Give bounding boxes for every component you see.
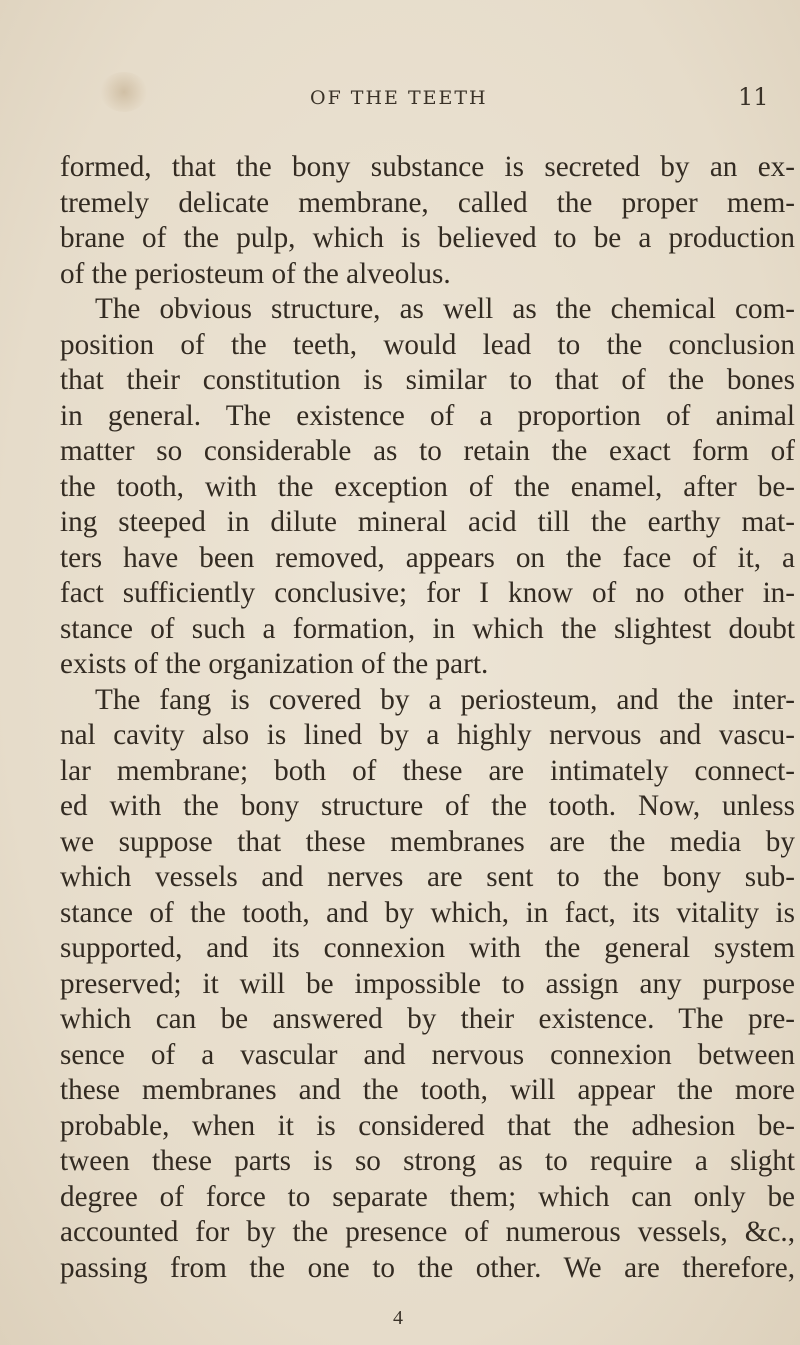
page-number: 11 — [738, 83, 769, 111]
text-line: stance of such a formation, in which the slightest doubt — [60, 612, 795, 645]
signature-mark — [0, 1307, 800, 1330]
text-line: these membranes and the tooth, will appear the more — [60, 1074, 795, 1106]
text-line: tween these parts is so strong as to require a slight — [60, 1145, 795, 1177]
text-line: fact sufficiently conclusive; for I know of no other in- — [60, 577, 795, 609]
text-line: which vessels and nerves are sent to the bony sub- — [60, 861, 795, 893]
running-title: OF THE TEETH — [310, 87, 488, 109]
running-header — [0, 83, 800, 117]
text-line: which can be answered by their existence. The pre- — [60, 1003, 795, 1035]
text-line: stance of the tooth, and by which, in fact, its vitality is — [60, 896, 795, 929]
text-line: formed, that the bony substance is secreted by an ex- — [60, 151, 795, 183]
text-line: probable, when it is considered that the adhesion be- — [60, 1109, 795, 1142]
paragraph-start-line: The obvious structure, as well as the chemical com- — [95, 293, 795, 325]
text-line: position of the teeth, would lead to the conclusion — [60, 328, 795, 361]
text-line: matter so considerable as to retain the exact form of — [60, 435, 795, 467]
text-line: brane of the pulp, which is believed to be a production — [60, 222, 795, 254]
text-line: sence of a vascular and nervous connexion between — [60, 1038, 795, 1071]
text-line: nal cavity also is lined by a highly nervous and vascu- — [60, 719, 795, 751]
text-line: in general. The existence of a proportion of animal — [60, 399, 795, 432]
paragraph-start-line: The fang is covered by a periosteum, and the inter- — [95, 683, 795, 716]
text-line: we suppose that these membranes are the media by — [60, 825, 795, 858]
text-line: lar membrane; both of these are intimately connect- — [60, 754, 795, 787]
body-text — [60, 150, 795, 1286]
text-line: tremely delicate membrane, called the proper mem- — [60, 186, 795, 219]
text-line: exists of the organization of the part. — [60, 648, 489, 680]
text-line: preserved; it will be impossible to assign any purpose — [60, 967, 795, 1000]
text-line: the tooth, with the exception of the enamel, after be- — [60, 470, 795, 503]
text-line: ing steeped in dilute mineral acid till the earthy mat- — [60, 506, 795, 538]
text-line: ed with the bony structure of the tooth. Now, unless — [60, 790, 795, 822]
text-line: passing from the one to the other. We are therefore, — [60, 1251, 795, 1284]
text-line: that their constitution is similar to that of the bones — [60, 364, 795, 396]
text-line: accounted for by the presence of numerous vessels, &c., — [60, 1216, 795, 1248]
text-line: supported, and its connexion with the general system — [60, 932, 795, 964]
signature-mark-text: 4 — [393, 1307, 403, 1329]
text-line: degree of force to separate them; which can only be — [60, 1180, 795, 1213]
text-line: of the periosteum of the alveolus. — [60, 257, 451, 290]
text-line: ters have been removed, appears on the face of it, a — [60, 541, 795, 574]
